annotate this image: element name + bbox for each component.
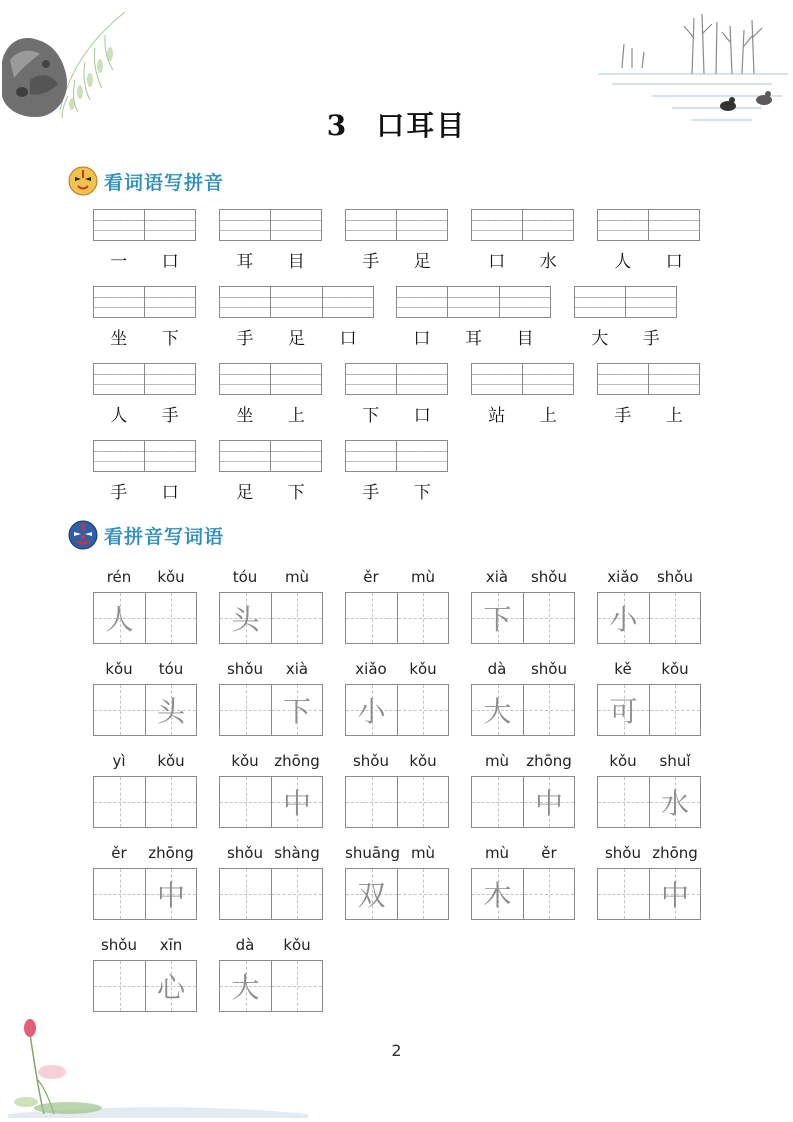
tianzi-cell[interactable]	[94, 685, 145, 735]
pinyin-writing-box[interactable]	[345, 440, 448, 472]
pinyin-writing-box[interactable]	[345, 363, 448, 395]
tianzi-cell[interactable]	[94, 869, 145, 919]
word-group	[219, 247, 322, 272]
pinyin-syllable: kǒu	[409, 660, 437, 678]
word-group	[471, 401, 574, 426]
pinyin-writing-cell[interactable]	[144, 287, 195, 317]
pinyin-writing-cell[interactable]	[625, 287, 676, 317]
tianzi-cell[interactable]	[397, 777, 448, 827]
tianzi-grid[interactable]	[597, 684, 701, 736]
tianzi-grid[interactable]	[471, 776, 575, 828]
word-group	[219, 401, 322, 426]
pinyin-writing-cell[interactable]	[397, 287, 447, 317]
pinyin-syllable: kǒu	[157, 568, 185, 586]
word-group	[93, 401, 196, 426]
pinyin-writing-cell[interactable]	[144, 210, 195, 240]
tianzi-grid[interactable]	[345, 684, 449, 736]
tianzi-cell[interactable]	[145, 961, 196, 1011]
pinyin-label	[345, 568, 449, 586]
tianzi-grid[interactable]	[597, 592, 701, 644]
pinyin-syllable: zhōng	[274, 752, 320, 770]
word-character: 水	[539, 252, 557, 272]
word-character: 上	[539, 406, 557, 426]
tianzi-grid[interactable]	[219, 960, 323, 1012]
hint-character: 中	[156, 879, 185, 912]
pinyin-syllable: xiǎo	[607, 568, 639, 586]
pinyin-writing-cell[interactable]	[220, 441, 270, 471]
pinyin-writing-box[interactable]	[93, 209, 196, 241]
tianzi-cell[interactable]	[649, 777, 700, 827]
section1-heading-text: 看词语写拼音	[104, 171, 225, 194]
tianzi-grid[interactable]	[219, 684, 323, 736]
pinyin-syllable: mù	[484, 844, 510, 862]
pinyin-label	[471, 752, 575, 770]
pinyin-writing-cell[interactable]	[598, 364, 648, 394]
tianzi-grid[interactable]	[93, 868, 197, 920]
pinyin-writing-cell[interactable]	[144, 441, 195, 471]
word-character: 耳	[236, 252, 254, 272]
word-character: 口	[413, 329, 431, 349]
word-group	[219, 324, 374, 349]
pinyin-syllable: zhōng	[652, 844, 698, 862]
pinyin-label	[345, 752, 449, 770]
pinyin-writing-box[interactable]	[597, 363, 700, 395]
word-character: 人	[614, 252, 632, 272]
pinyin-writing-cell[interactable]	[648, 210, 699, 240]
pinyin-syllable: shǒu	[530, 660, 567, 678]
section2-heading	[68, 520, 224, 550]
word-character: 坐	[236, 406, 254, 426]
tianzi-cell[interactable]	[145, 777, 196, 827]
pinyin-writing-box[interactable]	[93, 286, 196, 318]
word-character: 手	[642, 329, 660, 349]
tianzi-cell[interactable]	[472, 777, 523, 827]
word-character: 站	[488, 406, 506, 426]
pinyin-syllable: zhōng	[148, 844, 194, 862]
word-character: 上	[287, 406, 305, 426]
tianzi-grid[interactable]	[93, 776, 197, 828]
pinyin-syllable: shǒu	[226, 844, 263, 862]
pinyin-label	[345, 844, 449, 862]
pinyin-writing-box[interactable]	[471, 363, 574, 395]
pinyin-writing-cell[interactable]	[322, 287, 373, 317]
pinyin-syllable: kǒu	[409, 752, 437, 770]
word-character: 口	[413, 406, 431, 426]
pinyin-syllable: ěr	[111, 844, 127, 862]
tianzi-cell[interactable]	[145, 685, 196, 735]
pinyin-writing-cell[interactable]	[94, 441, 144, 471]
pinyin-label	[93, 660, 197, 678]
tianzi-cell[interactable]	[523, 685, 574, 735]
tianzi-cell[interactable]	[346, 869, 397, 919]
opera-mask-icon	[68, 166, 98, 196]
word-character: 目	[516, 329, 534, 349]
tianzi-cell[interactable]	[472, 685, 523, 735]
hint-character: 心	[156, 971, 185, 1004]
pinyin-writing-box[interactable]	[345, 209, 448, 241]
opera-mask-icon	[68, 520, 98, 550]
pinyin-label	[93, 844, 197, 862]
pinyin-writing-cell[interactable]	[499, 287, 550, 317]
pinyin-syllable: shàng	[274, 844, 320, 862]
pinyin-writing-cell[interactable]	[270, 210, 321, 240]
hint-character: 中	[282, 787, 311, 820]
pinyin-label	[93, 752, 197, 770]
hint-character: 小	[357, 695, 386, 728]
word-character: 一	[110, 252, 128, 272]
word-group	[574, 324, 677, 349]
word-character: 目	[287, 252, 305, 272]
word-group	[597, 247, 700, 272]
word-character: 下	[362, 406, 380, 426]
pinyin-writing-cell[interactable]	[220, 364, 270, 394]
lesson-number: 3	[326, 109, 349, 142]
tianzi-cell[interactable]	[523, 869, 574, 919]
tianzi-cell[interactable]	[649, 685, 700, 735]
tianzi-cell[interactable]	[346, 777, 397, 827]
word-character: 口	[161, 483, 179, 503]
pinyin-writing-cell[interactable]	[94, 287, 144, 317]
tianzi-cell[interactable]	[523, 593, 574, 643]
pinyin-label	[219, 936, 323, 954]
tianzi-grid[interactable]	[471, 868, 575, 920]
pinyin-syllable: shuǐ	[659, 752, 691, 770]
pinyin-label	[345, 660, 449, 678]
tianzi-cell[interactable]	[94, 593, 145, 643]
pinyin-writing-cell[interactable]	[472, 210, 522, 240]
tianzi-grid[interactable]	[345, 776, 449, 828]
pinyin-syllable: kǒu	[283, 936, 311, 954]
word-character: 下	[287, 483, 305, 503]
tianzi-cell[interactable]	[145, 593, 196, 643]
pinyin-label	[93, 936, 197, 954]
lesson-title-text: 口耳目	[376, 109, 467, 142]
pinyin-label	[219, 844, 323, 862]
pinyin-label	[93, 568, 197, 586]
tianzi-cell[interactable]	[472, 869, 523, 919]
pinyin-writing-cell[interactable]	[270, 364, 321, 394]
pinyin-syllable: zhōng	[526, 752, 572, 770]
tianzi-grid[interactable]	[93, 592, 197, 644]
hint-character: 水	[660, 787, 689, 820]
pinyin-label	[597, 752, 701, 770]
pinyin-syllable: ěr	[541, 844, 557, 862]
hint-character: 下	[282, 695, 311, 728]
word-character: 人	[110, 406, 128, 426]
word-character: 坐	[110, 329, 128, 349]
pinyin-label	[219, 752, 323, 770]
tianzi-grid[interactable]	[93, 960, 197, 1012]
hint-character: 中	[534, 787, 563, 820]
pinyin-writing-cell[interactable]	[598, 210, 648, 240]
tianzi-cell[interactable]	[94, 961, 145, 1011]
hint-character: 大	[483, 695, 512, 728]
pinyin-writing-box[interactable]	[219, 286, 374, 318]
word-character: 上	[665, 406, 683, 426]
word-character: 足	[413, 252, 431, 272]
word-group	[471, 247, 574, 272]
pinyin-syllable: shǒu	[100, 936, 137, 954]
tianzi-cell[interactable]	[271, 777, 322, 827]
pinyin-syllable: dà	[235, 936, 255, 954]
pinyin-syllable: xià	[485, 568, 509, 586]
word-group	[396, 324, 551, 349]
pinyin-syllable: mù	[284, 568, 310, 586]
pinyin-syllable: shǒu	[352, 752, 389, 770]
hint-character: 双	[357, 879, 386, 912]
pinyin-syllable: kě	[614, 660, 632, 678]
pinyin-syllable: tóu	[158, 660, 184, 678]
tianzi-grid[interactable]	[597, 868, 701, 920]
pinyin-syllable: kǒu	[231, 752, 259, 770]
pinyin-writing-box[interactable]	[396, 286, 551, 318]
tianzi-cell[interactable]	[271, 593, 322, 643]
tianzi-grid[interactable]	[219, 592, 323, 644]
tianzi-cell[interactable]	[598, 777, 649, 827]
tianzi-cell[interactable]	[145, 869, 196, 919]
word-character: 手	[161, 406, 179, 426]
pinyin-label	[597, 660, 701, 678]
pinyin-writing-cell[interactable]	[270, 287, 321, 317]
tianzi-cell[interactable]	[94, 777, 145, 827]
hint-character: 头	[156, 695, 185, 728]
word-character: 手	[236, 329, 254, 349]
pinyin-syllable: kǒu	[105, 660, 133, 678]
tianzi-grid[interactable]	[93, 684, 197, 736]
pinyin-syllable: mù	[484, 752, 510, 770]
tianzi-grid[interactable]	[597, 776, 701, 828]
section2-heading-text: 看拼音写词语	[104, 525, 225, 548]
pinyin-writing-cell[interactable]	[447, 287, 498, 317]
tianzi-cell[interactable]	[523, 777, 574, 827]
tianzi-cell[interactable]	[397, 593, 448, 643]
word-character: 足	[287, 329, 305, 349]
pinyin-syllable: kǒu	[157, 752, 185, 770]
pinyin-writing-box[interactable]	[219, 209, 322, 241]
hint-character: 下	[483, 603, 512, 636]
pinyin-writing-cell[interactable]	[522, 364, 573, 394]
pinyin-syllable: rén	[106, 568, 132, 586]
tianzi-grid[interactable]	[345, 592, 449, 644]
word-character: 下	[161, 329, 179, 349]
lotus-illustration	[8, 1010, 308, 1118]
pinyin-writing-cell[interactable]	[575, 287, 625, 317]
tianzi-grid[interactable]	[219, 776, 323, 828]
word-character: 口	[488, 252, 506, 272]
pinyin-writing-cell[interactable]	[522, 210, 573, 240]
pinyin-writing-cell[interactable]	[220, 287, 270, 317]
word-character: 口	[665, 252, 683, 272]
word-character: 下	[413, 483, 431, 503]
pinyin-writing-cell[interactable]	[396, 364, 447, 394]
hint-character: 小	[609, 603, 638, 636]
word-character: 口	[339, 329, 357, 349]
pinyin-syllable: yì	[112, 752, 126, 770]
pinyin-label	[597, 568, 701, 586]
word-group	[93, 324, 196, 349]
tianzi-cell[interactable]	[649, 869, 700, 919]
pinyin-label	[471, 660, 575, 678]
section1-heading	[68, 166, 224, 196]
tianzi-cell[interactable]	[397, 869, 448, 919]
hint-character: 可	[609, 695, 638, 728]
word-character: 足	[236, 483, 254, 503]
pinyin-writing-cell[interactable]	[346, 441, 396, 471]
pinyin-writing-cell[interactable]	[346, 210, 396, 240]
pinyin-label	[471, 568, 575, 586]
tianzi-grid[interactable]	[219, 868, 323, 920]
pinyin-label	[597, 844, 701, 862]
tianzi-cell[interactable]	[598, 685, 649, 735]
tianzi-cell[interactable]	[346, 593, 397, 643]
word-character: 手	[614, 406, 632, 426]
pinyin-label	[219, 660, 323, 678]
word-group	[93, 247, 196, 272]
word-character: 大	[591, 329, 609, 349]
tianzi-grid[interactable]	[471, 684, 575, 736]
pinyin-writing-cell[interactable]	[346, 364, 396, 394]
tianzi-cell[interactable]	[220, 593, 271, 643]
tianzi-cell[interactable]	[220, 869, 271, 919]
pinyin-syllable: mù	[410, 844, 436, 862]
pinyin-writing-box[interactable]	[93, 363, 196, 395]
tianzi-cell[interactable]	[271, 685, 322, 735]
hint-character: 木	[483, 879, 512, 912]
word-character: 手	[110, 483, 128, 503]
tianzi-cell[interactable]	[220, 961, 271, 1011]
tianzi-cell[interactable]	[598, 593, 649, 643]
tianzi-cell[interactable]	[397, 685, 448, 735]
pinyin-syllable: shuāng	[345, 844, 401, 862]
tianzi-grid[interactable]	[345, 868, 449, 920]
tianzi-grid[interactable]	[471, 592, 575, 644]
pinyin-label	[219, 568, 323, 586]
pinyin-writing-box[interactable]	[219, 440, 322, 472]
word-character: 手	[362, 483, 380, 503]
pinyin-writing-cell[interactable]	[94, 364, 144, 394]
pinyin-writing-cell[interactable]	[472, 364, 522, 394]
word-character: 耳	[464, 329, 482, 349]
tianzi-cell[interactable]	[472, 593, 523, 643]
word-character: 口	[161, 252, 179, 272]
pinyin-writing-box[interactable]	[93, 440, 196, 472]
pinyin-syllable: tóu	[232, 568, 258, 586]
pinyin-writing-box[interactable]	[574, 286, 677, 318]
pinyin-syllable: shǒu	[656, 568, 693, 586]
hint-character: 头	[231, 603, 260, 636]
pinyin-writing-box[interactable]	[597, 209, 700, 241]
tianzi-cell[interactable]	[220, 777, 271, 827]
word-group	[345, 247, 448, 272]
word-group	[597, 401, 700, 426]
hint-character: 中	[660, 879, 689, 912]
pinyin-syllable: xiǎo	[355, 660, 387, 678]
word-group	[345, 478, 448, 503]
tianzi-cell[interactable]	[598, 869, 649, 919]
hint-character: 人	[105, 603, 134, 636]
pinyin-syllable: dà	[487, 660, 507, 678]
pinyin-syllable: kǒu	[661, 660, 689, 678]
pinyin-syllable: shǒu	[604, 844, 641, 862]
pinyin-syllable: xià	[285, 660, 309, 678]
tianzi-cell[interactable]	[271, 869, 322, 919]
tianzi-cell[interactable]	[271, 961, 322, 1011]
pinyin-syllable: shǒu	[530, 568, 567, 586]
word-character: 手	[362, 252, 380, 272]
pinyin-syllable: xīn	[159, 936, 183, 954]
pinyin-syllable: shǒu	[226, 660, 263, 678]
tianzi-cell[interactable]	[346, 685, 397, 735]
pinyin-writing-cell[interactable]	[270, 441, 321, 471]
pinyin-writing-cell[interactable]	[94, 210, 144, 240]
hint-character: 大	[231, 971, 260, 1004]
word-group	[345, 401, 448, 426]
pinyin-writing-cell[interactable]	[220, 210, 270, 240]
page-number: 2	[391, 1041, 402, 1060]
pinyin-syllable: mù	[410, 568, 436, 586]
pinyin-syllable: ěr	[363, 568, 379, 586]
pinyin-writing-cell[interactable]	[144, 364, 195, 394]
pinyin-writing-cell[interactable]	[648, 364, 699, 394]
tianzi-cell[interactable]	[220, 685, 271, 735]
word-group	[219, 478, 322, 503]
pinyin-writing-box[interactable]	[219, 363, 322, 395]
pinyin-writing-box[interactable]	[471, 209, 574, 241]
word-group	[93, 478, 196, 503]
pinyin-writing-cell[interactable]	[396, 210, 447, 240]
lesson-title	[0, 104, 793, 144]
tianzi-cell[interactable]	[649, 593, 700, 643]
pinyin-syllable: kǒu	[609, 752, 637, 770]
pinyin-writing-cell[interactable]	[396, 441, 447, 471]
pinyin-label	[471, 844, 575, 862]
